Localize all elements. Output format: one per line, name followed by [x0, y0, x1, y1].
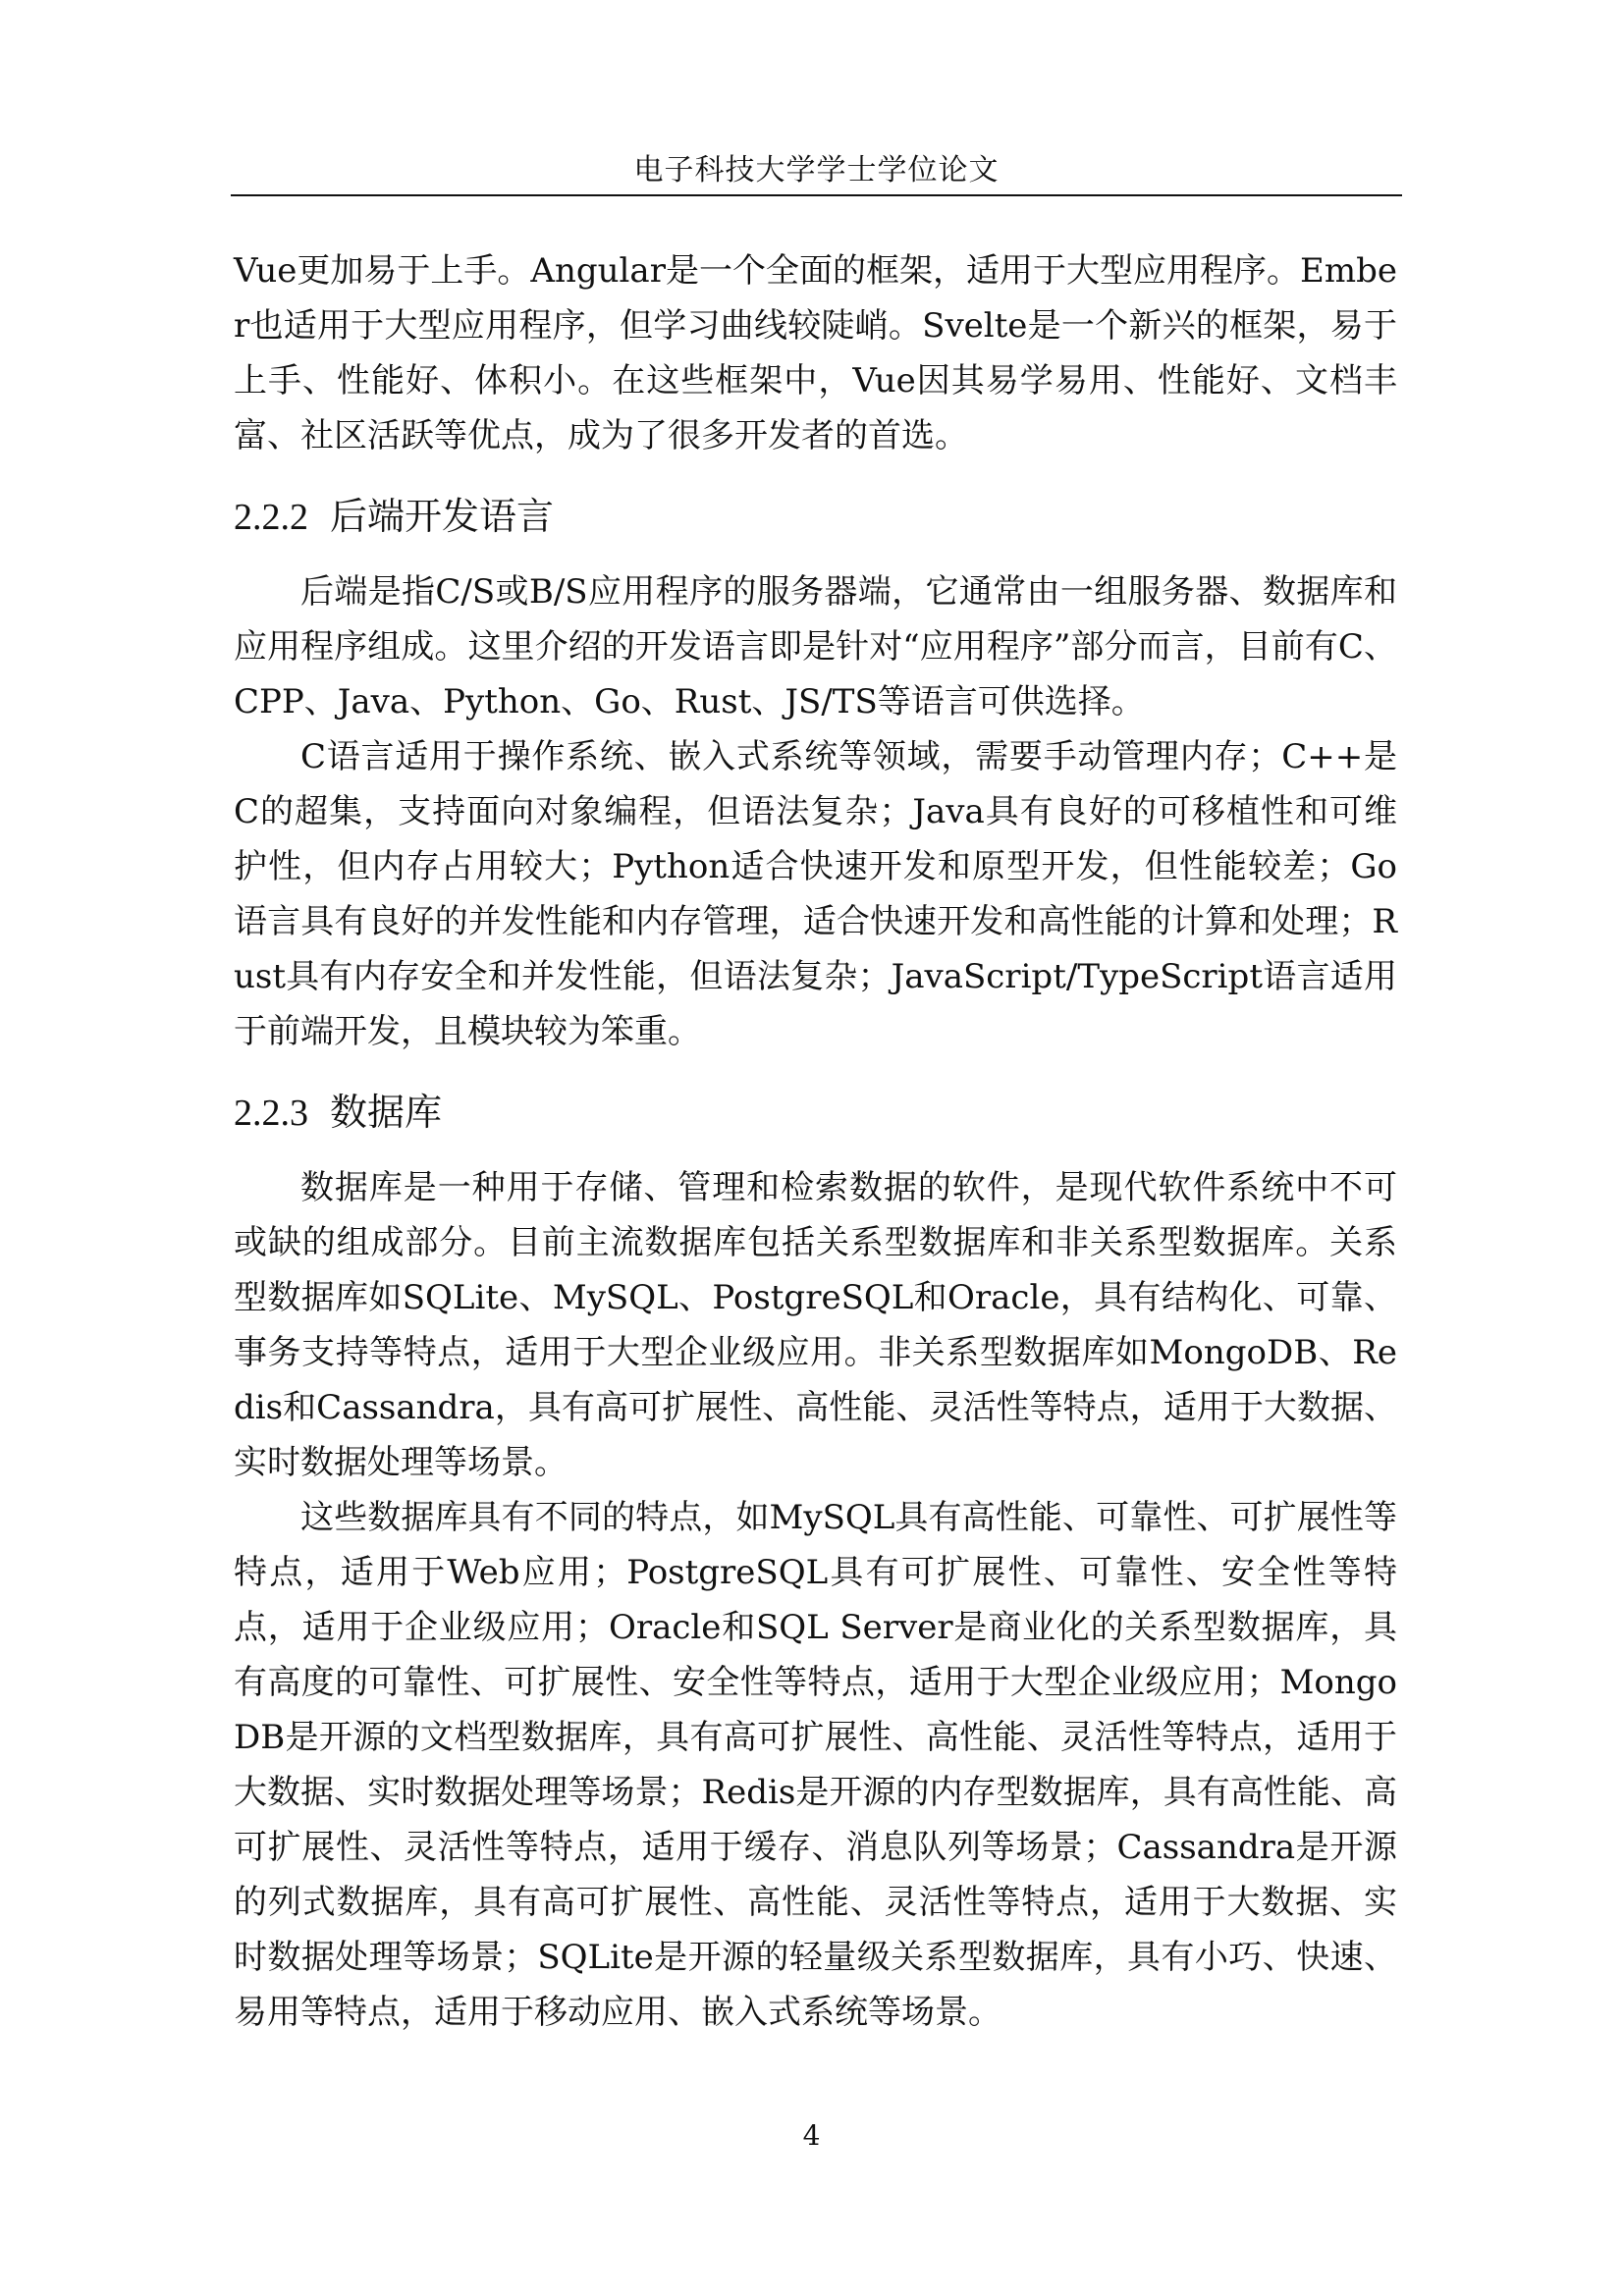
paragraph-backend-1: 后端是指C/S或B/S应用程序的服务器端，它通常由一组服务器、数据库和应用程序组成。这里介绍的开发语言即是针对“应用程序”部分而言，目前有C、CPP、Java、Python、Go、Rust、JS/TS等语言可供选择。 — [234, 572, 1397, 721]
paragraph-database-1: 数据库是一种用于存储、管理和检索数据的软件，是现代软件系统中不可或缺的组成部分。目前主流数据库包括关系型数据库和非关系型数据库。关系型数据库如SQLite、MySQL、PostgreSQL和Oracle，具有结构化、可靠、事务支持等特点，适用于大型企业级应用。非关系型数据库如MongoDB、Redis和Cassandra，具有高可扩展性、高性能、灵活性等特点，适用于大数据、实时数据处理等场景。 — [234, 1168, 1397, 1482]
paragraph-database-2: 这些数据库具有不同的特点，如MySQL具有高性能、可靠性、可扩展性等特点，适用于Web应用；PostgreSQL具有可扩展性、可靠性、安全性等特点，适用于企业级应用；Oracle和SQL Server是商业化的关系型数据库，具有高度的可靠性、可扩展性、安全性等特点，适用于大型企业级应用；MongoDB是开源的文档型数据库，具有高可扩展性、高性能、灵活性等特点，适用于大数据、实时数据处理等场景；Redis是开源的内存型数据库，具有高性能、高可扩展性、灵活性等特点，适用于缓存、消息队列等场景；Cassandra是开源的列式数据库，具有高可扩展性、高性能、灵活性等特点，适用于大数据、实时数据处理等场景；SQLite是开源的轻量级关系型数据库，具有小巧、快速、易用等特点，适用于移动应用、嵌入式系统等场景。 — [234, 1498, 1397, 2032]
header-rule — [231, 194, 1402, 196]
paragraph-intro: Vue更加易于上手。Angular是一个全面的框架，适用于大型应用程序。Ember也适用于大型应用程序，但学习曲线较陡峭。Svelte是一个新兴的框架，易于上手、性能好、体积小。在这些框架中，Vue因其易学易用、性能好、文档丰富、社区活跃等优点，成为了很多开发者的首选。 — [234, 251, 1397, 455]
section-number: 2.2.2 — [234, 497, 308, 538]
paragraph-backend-2: C语言适用于操作系统、嵌入式系统等领域，需要手动管理内存；C++是C的超集，支持面向对象编程，但语法复杂；Java具有良好的可移植性和可维护性，但内存占用较大；Python适合快速开发和原型开发，但性能较差；Go语言具有良好的并发性能和内存管理，适合快速开发和高性能的计算和处理；Rust具有内存安全和并发性能，但语法复杂；JavaScript/TypeScript语言适用于前端开发，且模块较为笨重。 — [234, 737, 1397, 1051]
section-number: 2.2.3 — [234, 1093, 308, 1134]
page-body — [234, 243, 1397, 2040]
section-title: 后端开发语言 — [330, 495, 555, 538]
page-number: 4 — [802, 2119, 821, 2152]
section-heading-2-2-2 — [234, 491, 1397, 543]
running-header: 电子科技大学学士学位论文 — [633, 153, 1000, 187]
section-title: 数据库 — [330, 1091, 443, 1134]
section-heading-2-2-3 — [234, 1087, 1397, 1139]
